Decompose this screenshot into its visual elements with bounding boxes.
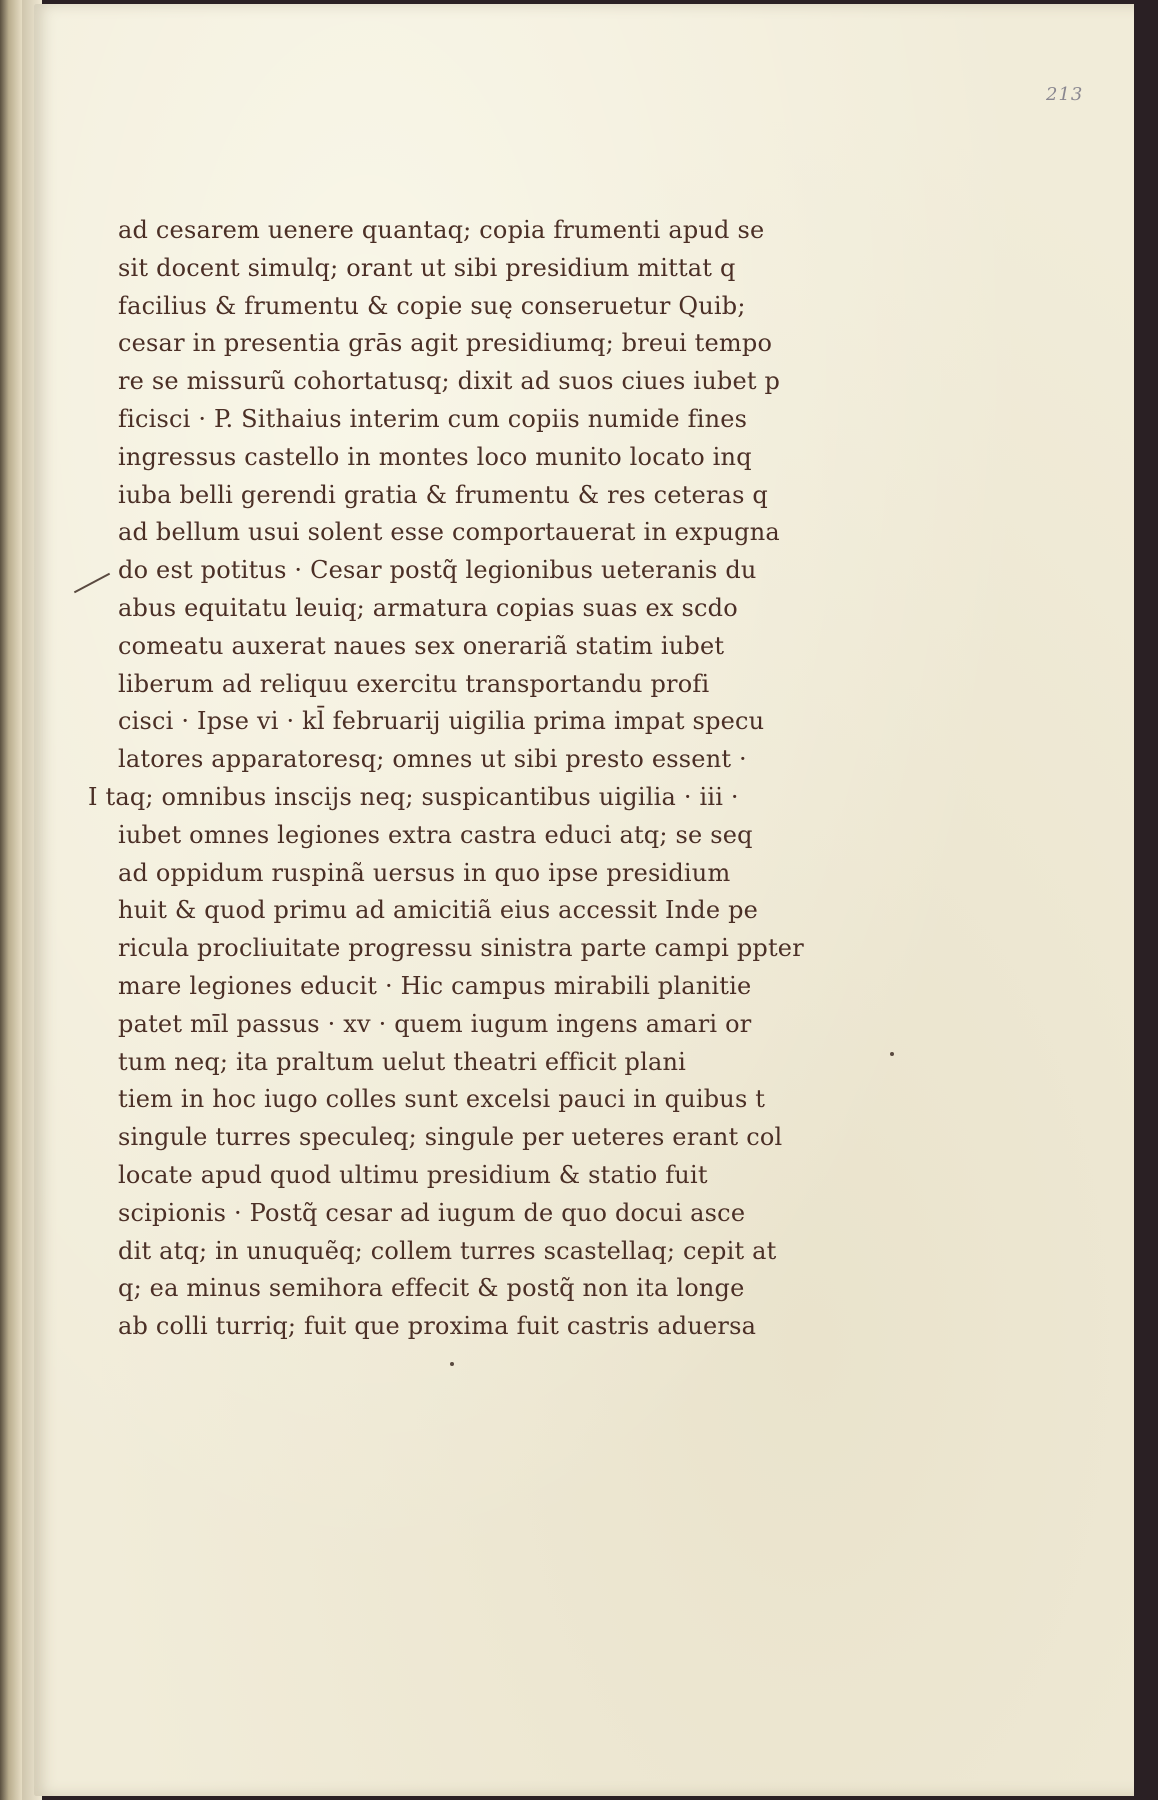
ink-dot: [450, 1362, 454, 1366]
text-line: tiem in hoc iugo colles sunt excelsi pauci in quibus t: [118, 1085, 766, 1114]
text-line: scipionis · Postq̃ cesar ad iugum de quo docui asce: [118, 1198, 746, 1227]
text-line: singule turres speculeq; singule per ueteres erant col: [118, 1123, 783, 1152]
text-line: q; ea minus semihora effecit & postq̃ non ita longe: [118, 1274, 745, 1303]
text-line: ad cesarem uenere quantaq; copia frumenti apud se: [118, 216, 765, 244]
text-line: dit atq; in unuquẽq; collem turres scastellaq; cepit at: [118, 1236, 777, 1265]
text-line: mare legiones educit · Hic campus mirabili planitie: [118, 971, 752, 1000]
text-line: cisci · Ipse vi · kl̄ februarij uigilia prima impat specu: [118, 707, 765, 736]
text-line: ab colli turriq; fuit que proxima fuit castris aduersa: [118, 1312, 757, 1341]
text-line: re se missurũ cohortatusq; dixit ad suos ciues iubet p: [118, 367, 781, 396]
text-line: liberum ad reliquu exercitu transportandu profi: [118, 669, 710, 698]
text-line: abus equitatu leuiq; armatura copias suas ex scdo: [118, 593, 738, 622]
text-line: iubet omnes legiones extra castra educi atq; se seq: [118, 820, 753, 849]
text-line: ricula procliuitate progressu sinistra parte campi ppter: [118, 934, 804, 963]
page-number: 213: [1046, 84, 1084, 105]
text-line: iuba belli gerendi gratia & frumentu & res ceteras q: [118, 480, 768, 509]
text-line: latores apparatoresq; omnes ut sibi presto essent ·: [118, 745, 747, 774]
text-line: tum neq; ita praltum uelut theatri efficit plani: [118, 1047, 687, 1076]
text-line: cesar in presentia grās agit presidiumq; breui tempo: [118, 329, 773, 358]
manuscript-text-block: [88, 212, 858, 1346]
text-line-initial: I taq; omnibus inscijs neq; suspicantibus uigilia · iii ·: [88, 782, 739, 811]
text-line: comeatu auxerat naues sex onerariã statim iubet: [118, 631, 725, 660]
left-page-edge: [0, 0, 22, 1800]
text-line: ad oppidum ruspinã uersus in quo ipse presidium: [118, 858, 731, 887]
text-line: ad bellum usui solent esse comportauerat in expugna: [118, 518, 780, 547]
text-line: do est potitus · Cesar postq̃ legionibus ueteranis du: [118, 556, 757, 585]
text-line: locate apud quod ultimu presidium & statio fuit: [118, 1160, 708, 1189]
text-line: ficisci · P. Sithaius interim cum copiis numide fines: [118, 404, 748, 433]
right-background-edge: [1134, 0, 1158, 1800]
text-line: ingressus castello in montes loco munito locato inq: [118, 442, 752, 471]
text-line: facilius & frumentu & copie suę conseruetur Quib;: [118, 291, 746, 320]
ink-dot: [890, 1052, 894, 1056]
text-line: patet mīl passus · xv · quem iugum ingens amari or: [118, 1009, 752, 1038]
text-line: huit & quod primu ad amicitiã eius accessit Inde pe: [118, 896, 759, 925]
text-line: sit docent simulq; orant ut sibi presidium mittat q: [118, 253, 736, 282]
